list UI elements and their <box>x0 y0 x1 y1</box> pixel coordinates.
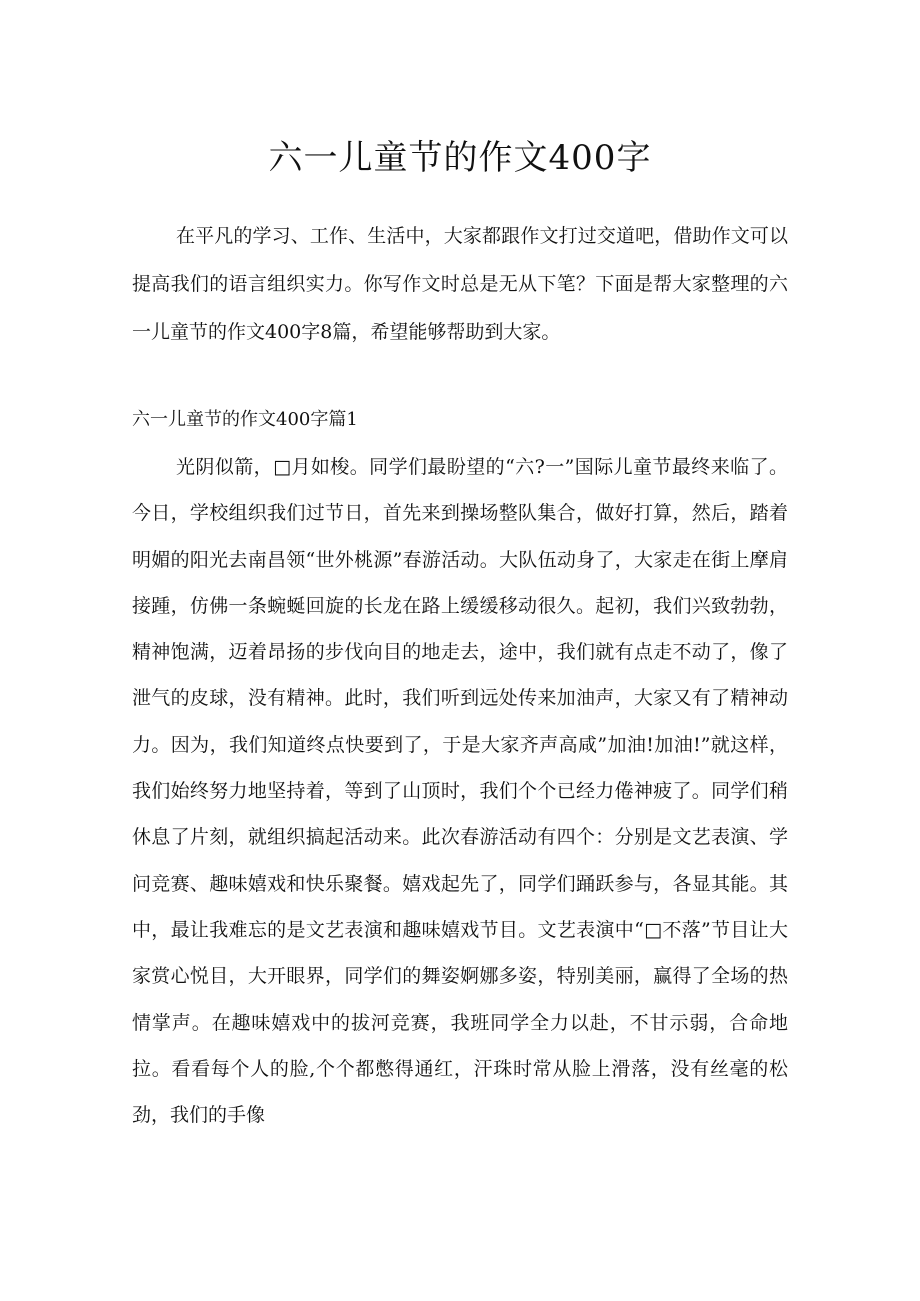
intro-paragraph: 在平凡的学习、工作、生活中，大家都跟作文打过交道吧，借助作文可以提高我们的语言组织实力。你写作文时总是无从下笔？下面是帮大家整理的六一儿童节的作文400字8篇，希望能够帮助到大家。 <box>132 225 788 343</box>
section-heading: 六一儿童节的作文400字篇1 <box>132 409 358 430</box>
document-title: 六一儿童节的作文400字 <box>268 138 652 178</box>
essay-body-paragraph: 光阴似箭，□月如梭。同学们最盼望的“六?一”国际儿童节最终来临了。今日，学校组织我们过节日，首先来到操场整队集合，做好打算，然后，踏着明媚的阳光去南昌领“世外桃源”春游活动。大队伍动身了，大家走在街上摩肩接踵，仿佛一条蜿蜒回旋的长龙在路上缓缓移动很久。起初，我们兴致勃勃，精神饱满，迈着昂扬的步伐向目的地走去，途中，我们就有点走不动了，像了泄气的皮球，没有精神。此时，我们听到远处传来加油声，大家又有了精神动力。因为，我们知道终点快要到了，于是大家齐声高咸”加油!加油!”就这样，我们始终努力地坚持着，等到了山顶时，我们个个已经力倦神疲了。同学们稍休息了片刻，就组织搞起活动来。此次春游活动有四个：分别是文艺表演、学问竞赛、趣味嬉戏和快乐聚餐。嬉戏起先了，同学们踊跃参与，各显其能。其中，最让我难忘的是文艺表演和趣味嬉戏节目。文艺表演中“□不落”节目让大家赏心悦目，大开眼界，同学们的舞姿婀娜多姿，特别美丽，赢得了全场的热情掌声。在趣味嬉戏中的拔河竞赛，我班同学全力以赴，不甘示弱，合命地拉。看看每个人的脸,个个都憋得通红，汗珠时常从脸上滑落，没有丝毫的松劲，我们的手像 <box>132 456 788 1127</box>
